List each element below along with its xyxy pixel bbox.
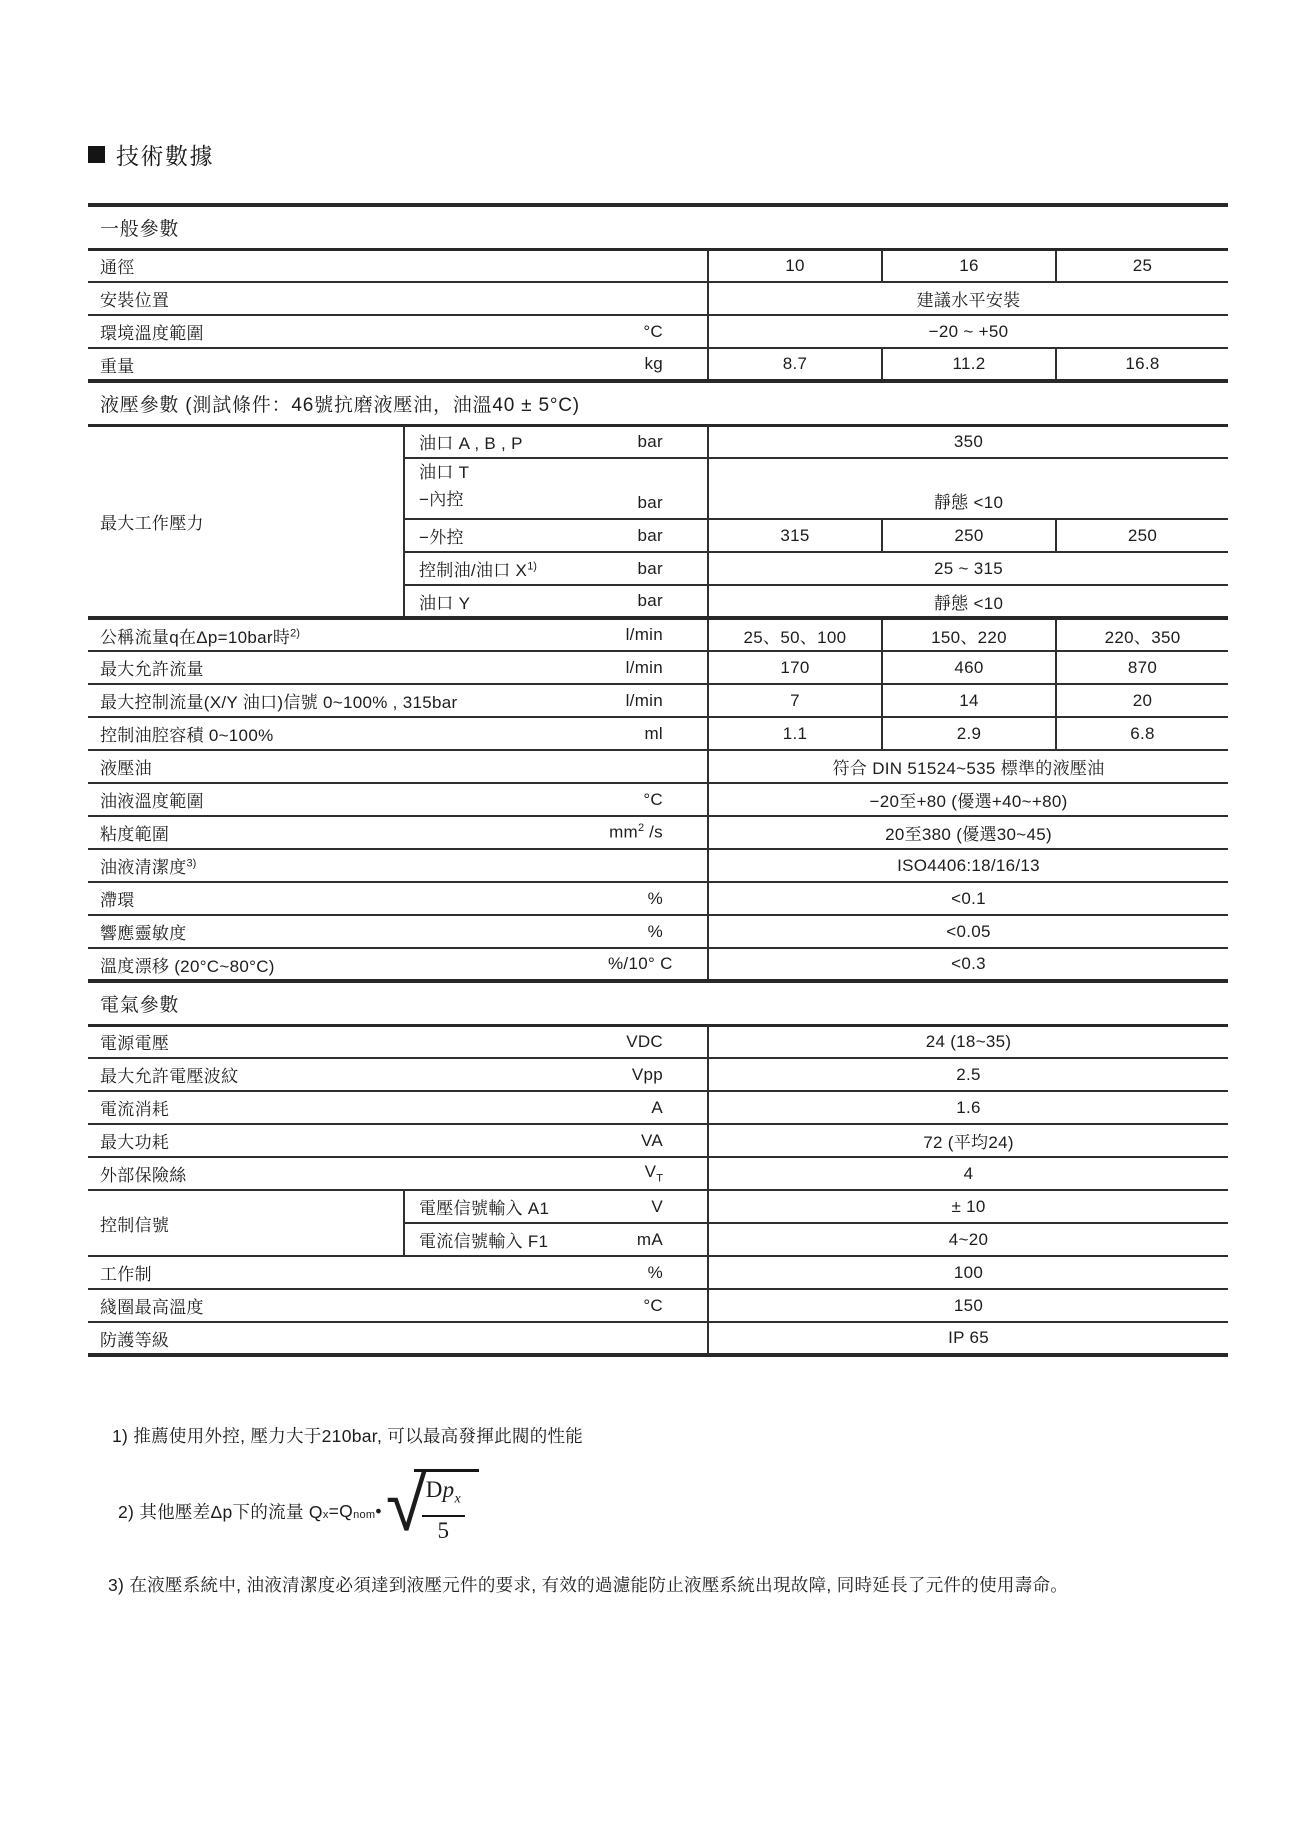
param-value: ISO4406:18/16/13: [708, 849, 1228, 882]
param-unit: [608, 585, 708, 618]
param-value: 1.6: [708, 1091, 1228, 1124]
text-run: 油口 A , B , P: [419, 434, 523, 454]
param-value: 24 (18~35): [708, 1025, 1228, 1058]
spec-row: [88, 915, 1228, 948]
param-unit: [608, 315, 708, 348]
param-value: 14: [882, 684, 1056, 717]
text-run: T: [656, 1172, 663, 1185]
spec-row: [88, 1091, 1228, 1124]
sub-label: [404, 552, 608, 585]
text-run: 環境溫度範圍: [100, 324, 204, 343]
numerator-d: D: [425, 1477, 443, 1502]
text-run: V: [644, 1162, 657, 1182]
param-label: [88, 1091, 608, 1124]
spec-row: [88, 1322, 1228, 1355]
param-value: 25、50、100: [708, 618, 882, 651]
spec-row: [88, 948, 1228, 981]
sub-label: [404, 458, 608, 519]
text-run: 1): [527, 560, 537, 573]
param-value: 25: [1056, 249, 1228, 282]
param-value: 靜態 <10: [708, 458, 1228, 519]
param-label: [88, 816, 608, 849]
param-unit: [608, 1190, 708, 1223]
square-root-formula: [385, 1462, 479, 1550]
sub-label: [404, 1223, 608, 1256]
text-run: 電源電壓: [100, 1034, 170, 1054]
spec-row: [88, 1058, 1228, 1091]
param-label: [88, 249, 608, 282]
sub-label: [404, 519, 608, 552]
text-run: 電流信號輸入 F1: [419, 1232, 549, 1251]
param-unit: [608, 249, 708, 282]
param-label: [88, 882, 608, 915]
param-value: 11.2: [882, 348, 1056, 381]
text-run: bar: [637, 591, 663, 610]
spec-row: [88, 750, 1228, 783]
text-run: A: [651, 1097, 663, 1117]
param-value: 20: [1056, 684, 1228, 717]
text-run: 通徑: [100, 258, 135, 278]
param-unit: [608, 458, 708, 519]
spec-row: [88, 882, 1228, 915]
param-unit: [608, 849, 708, 882]
spec-row: [88, 348, 1228, 381]
param-value: 2.9: [882, 717, 1056, 750]
numerator-p: p: [442, 1477, 455, 1502]
text-run: 響應靈敏度: [100, 924, 187, 943]
footnotes: [108, 1423, 1300, 1597]
text-run: 2: [638, 822, 645, 835]
text-run: 外部保險絲: [100, 1166, 187, 1185]
text-run: 電壓信號輸入 A1: [419, 1199, 550, 1218]
param-value: 8.7: [708, 348, 882, 381]
spec-row: [88, 1289, 1228, 1322]
group-label: 最大工作壓力: [88, 425, 404, 618]
param-unit: [608, 348, 708, 381]
param-value: 6.8: [1056, 717, 1228, 750]
spec-row: [88, 1157, 1228, 1190]
text-run: 最大允許電壓波紋: [100, 1067, 239, 1086]
footnote-2-dot: •: [375, 1500, 382, 1521]
param-value: 350: [708, 425, 1228, 458]
param-value: −20至+80 (優選+40~+80): [708, 783, 1228, 816]
spec-row: [88, 684, 1228, 717]
fraction-numerator: [422, 1477, 465, 1517]
radical-sign: √: [385, 1462, 427, 1548]
param-value: 符合 DIN 51524~535 標準的液壓油: [708, 750, 1228, 783]
param-value: 250: [1056, 519, 1228, 552]
text-run: /s: [644, 822, 663, 842]
param-value: 靜態 <10: [708, 585, 1228, 618]
text-run: 工作制: [100, 1265, 152, 1284]
param-value: 25 ~ 315: [708, 552, 1228, 585]
sub-label: [404, 1190, 608, 1223]
text-run: 油口 Y: [419, 593, 471, 613]
text-run: −外控: [419, 528, 464, 547]
param-label: [88, 1124, 608, 1157]
param-value: <0.1: [708, 882, 1228, 915]
footnote-2-text: 2) 其他壓差Δp下的流量 Q: [118, 1501, 323, 1522]
page-title: [88, 138, 1300, 171]
section-row: [88, 381, 1228, 425]
section-row: [88, 981, 1228, 1025]
param-unit: [608, 552, 708, 585]
text-run: 滯環: [100, 891, 135, 910]
param-label: [88, 651, 608, 684]
param-label: [88, 1025, 608, 1058]
param-value: 870: [1056, 651, 1228, 684]
spec-row: [88, 1124, 1228, 1157]
text-run: mm: [609, 822, 639, 842]
param-value: 16: [882, 249, 1056, 282]
param-label: [88, 1157, 608, 1190]
numerator-sub-x: x: [454, 1491, 461, 1507]
text-run: 2): [290, 626, 300, 639]
param-unit: [608, 282, 708, 315]
text-run: 溫度漂移 (20°C~80°C): [100, 956, 275, 976]
param-unit: [608, 1322, 708, 1355]
text-run: Vpp: [631, 1064, 663, 1084]
footnote-2-mid: =Q: [328, 1500, 354, 1521]
sub-label: [404, 425, 608, 458]
text-run: bar: [637, 525, 663, 545]
param-unit: [608, 915, 708, 948]
text-run: 控制油腔容積 0~100%: [100, 726, 274, 745]
param-value: IP 65: [708, 1322, 1228, 1355]
spec-table-body: [88, 205, 1228, 1355]
param-label: [88, 618, 608, 651]
footnote-1: 1) 推薦使用外控, 壓力大于210bar, 可以最高發揮此閥的性能: [112, 1426, 584, 1446]
text-run: V: [651, 1196, 663, 1216]
text-run: −內控: [419, 490, 464, 509]
param-unit: [608, 425, 708, 458]
spec-row: [88, 1190, 1228, 1223]
text-run: 最大功耗: [100, 1133, 170, 1152]
param-label: [88, 684, 608, 717]
text-run: mA: [636, 1229, 663, 1249]
text-run: 公稱流量q在Δp=10bar時: [100, 627, 291, 647]
text-run: bar: [637, 493, 663, 512]
param-value: 建議水平安裝: [708, 282, 1228, 315]
param-unit: [608, 882, 708, 915]
footnote-2-sub-nom: nom: [353, 1509, 376, 1521]
text-run: %: [647, 921, 663, 941]
text-run: 最大控制流量(X/Y 油口)信號 0~100% , 315bar: [100, 693, 458, 712]
param-value: 72 (平均24): [708, 1124, 1228, 1157]
param-value: 4: [708, 1157, 1228, 1190]
param-unit: [608, 1289, 708, 1322]
sub-label-line: [419, 459, 608, 486]
text-run: VDC: [626, 1031, 663, 1051]
param-unit: [608, 750, 708, 783]
text-run: kg: [644, 354, 663, 373]
spec-row: [88, 849, 1228, 882]
param-value: 150: [708, 1289, 1228, 1322]
param-label: [88, 948, 608, 981]
param-value: <0.3: [708, 948, 1228, 981]
text-run: %/10° C: [608, 954, 673, 973]
section-header: 一般參數: [88, 205, 1228, 249]
param-unit: [608, 1091, 708, 1124]
text-run: °C: [643, 789, 663, 809]
text-run: °C: [643, 1295, 663, 1315]
page-title-text: 技術數據: [116, 143, 214, 169]
spec-row: [88, 1256, 1228, 1289]
param-unit: [608, 1025, 708, 1058]
spec-row: [88, 816, 1228, 849]
sub-label-line: [419, 486, 608, 513]
spec-row: [88, 651, 1228, 684]
param-value: 4~20: [708, 1223, 1228, 1256]
param-value: 2.5: [708, 1058, 1228, 1091]
param-unit: [608, 948, 708, 981]
param-label: [88, 1322, 608, 1355]
param-unit: [608, 717, 708, 750]
text-run: 油口 T: [419, 463, 470, 482]
param-value: 250: [882, 519, 1056, 552]
footnote-3: 3) 在液壓系統中, 油液清潔度必須達到液壓元件的要求, 有效的過濾能防止液壓系統出現故障, 同時延長了元件的使用壽命。: [108, 1575, 1069, 1595]
text-run: 安裝位置: [100, 291, 170, 310]
param-value: 150、220: [882, 618, 1056, 651]
text-run: 重量: [100, 356, 135, 376]
spec-row: [88, 315, 1228, 348]
param-label: [88, 849, 608, 882]
text-run: 3): [186, 857, 197, 870]
text-run: 油液溫度範圍: [100, 792, 204, 811]
param-label: [88, 1058, 608, 1091]
param-value: 460: [882, 651, 1056, 684]
param-unit: [608, 1124, 708, 1157]
param-label: [88, 348, 608, 381]
param-label: [88, 783, 608, 816]
text-run: %: [647, 1262, 663, 1282]
text-run: 綫圈最高溫度: [100, 1298, 204, 1317]
param-value: 315: [708, 519, 882, 552]
param-unit: [608, 816, 708, 849]
text-run: l/min: [625, 657, 663, 677]
param-unit: [608, 684, 708, 717]
spec-row: [88, 717, 1228, 750]
section-header: 液壓參數 (測試條件：46號抗磨液壓油，油溫40 ± 5°C): [88, 381, 1228, 425]
section-header: 電氣參數: [88, 981, 1228, 1025]
text-run: bar: [637, 431, 663, 451]
text-run: l/min: [625, 625, 663, 644]
param-unit: [608, 1223, 708, 1256]
text-run: °C: [643, 321, 663, 341]
param-label: [88, 315, 608, 348]
spec-row: [88, 249, 1228, 282]
text-run: %: [647, 888, 663, 908]
param-label: [88, 750, 608, 783]
spec-row: [88, 425, 1228, 458]
group-label: 控制信號: [88, 1190, 404, 1256]
param-value: 100: [708, 1256, 1228, 1289]
param-label: [88, 282, 608, 315]
text-run: 液壓油: [100, 759, 152, 778]
param-value: 16.8: [1056, 348, 1228, 381]
param-value: 10: [708, 249, 882, 282]
param-value: <0.05: [708, 915, 1228, 948]
title-square-marker: [88, 146, 105, 163]
fraction: [422, 1477, 465, 1543]
technical-data-table: [88, 203, 1228, 1357]
param-unit: [608, 618, 708, 651]
param-value: 220、350: [1056, 618, 1228, 651]
text-run: bar: [637, 558, 663, 578]
param-unit: [608, 1157, 708, 1190]
param-value: 20至380 (優選30~45): [708, 816, 1228, 849]
footnote-2-sub-x: x: [322, 1509, 329, 1521]
spec-row: [88, 1025, 1228, 1058]
param-value: 1.1: [708, 717, 882, 750]
spec-row: [88, 282, 1228, 315]
param-unit: [608, 1058, 708, 1091]
section-row: [88, 205, 1228, 249]
text-run: 電流消耗: [100, 1100, 170, 1119]
param-label: [88, 915, 608, 948]
param-value: −20 ~ +50: [708, 315, 1228, 348]
spec-row: [88, 618, 1228, 651]
param-unit: [608, 651, 708, 684]
param-unit: [608, 1256, 708, 1289]
text-run: VA: [640, 1130, 663, 1150]
text-run: l/min: [625, 690, 663, 710]
param-label: [88, 717, 608, 750]
sub-label: [404, 585, 608, 618]
param-unit: [608, 783, 708, 816]
text-run: 防護等級: [100, 1330, 170, 1350]
text-run: 最大允許流量: [100, 660, 204, 679]
radical-box: [414, 1469, 479, 1543]
text-run: ml: [644, 723, 663, 743]
param-value: 170: [708, 651, 882, 684]
param-value: 7: [708, 684, 882, 717]
text-run: 控制油/油口 X: [419, 561, 528, 580]
text-run: 油液清潔度: [100, 858, 187, 877]
param-label: [88, 1289, 608, 1322]
footnote-2: [118, 1462, 1300, 1550]
param-label: [88, 1256, 608, 1289]
param-unit: [608, 519, 708, 552]
param-value: ± 10: [708, 1190, 1228, 1223]
spec-row: [88, 783, 1228, 816]
text-run: 粘度範圍: [100, 825, 170, 844]
fraction-denominator: 5: [437, 1517, 450, 1543]
